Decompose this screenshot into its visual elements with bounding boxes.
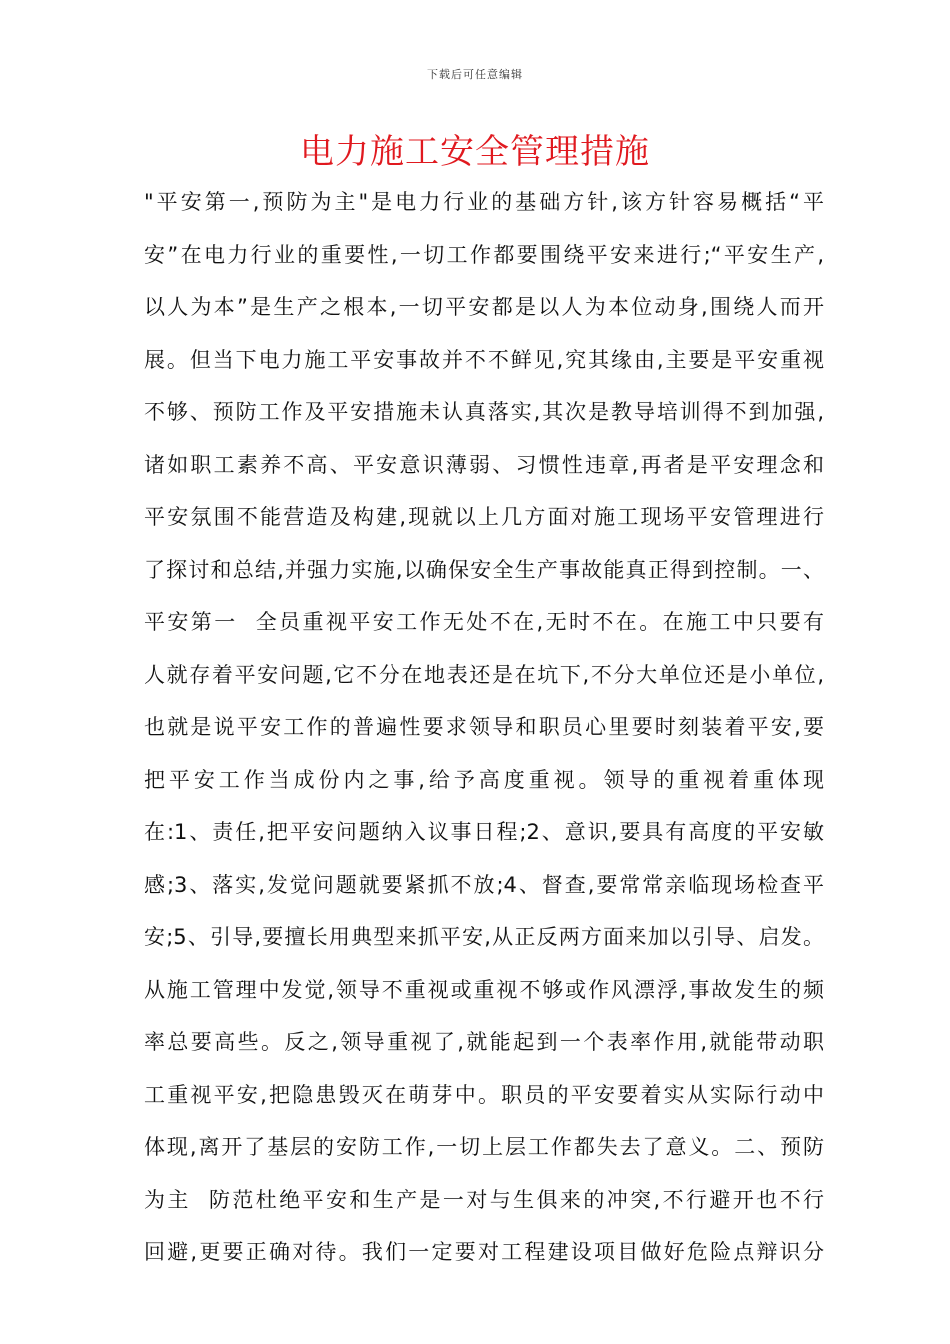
text-line: 感;3、落实,发觉问题就要紧抓不放;4、督查,要常常亲临现场检查平 [144,872,824,897]
text-line: 诸如职工素养不高、平安意识薄弱、习惯性违章,再者是平安理念和 [144,452,824,477]
text-line: 回避,更要正确对待。我们一定要对工程建设项目做好危险点辩识分 [144,1240,824,1264]
text-line: 平安第一 全员重视平安工作无处不在,无时不在。在施工中只要有 [144,610,824,634]
text-line: 了探讨和总结,并强力实施,以确保安全生产事故能真正得到控制。一、 [144,557,824,582]
text-line: 安”在电力行业的重要性,一切工作都要围绕平安来进行;“平安生产, [144,242,824,267]
text-line: 也就是说平安工作的普遍性要求领导和职员心里要时刻装着平安,要 [144,715,824,739]
text-line: 把平安工作当成份内之事,给予高度重视。领导的重视着重体现 [144,767,824,792]
text-line: 工重视平安,把隐患毁灭在萌芽中。职员的平安要着实从实际行动中 [144,1082,824,1107]
text-line: 体现,离开了基层的安防工作,一切上层工作都失去了意义。二、预防 [144,1135,824,1159]
text-line: 为主 防范杜绝平安和生产是一对与生俱来的冲突,不行避开也不行 [144,1187,824,1212]
text-line: 安;5、引导,要擅长用典型来抓平安,从正反两方面来加以引导、启发。 [144,925,824,949]
text-line: 从施工管理中发觉,领导不重视或重视不够或作风漂浮,事故发生的频 [144,977,824,1002]
text-line: 以人为本”是生产之根本,一切平安都是以人为本位动身,围绕人而开 [144,295,824,319]
text-line: 不够、预防工作及平安措施未认真落实,其次是教导培训得不到加强, [144,400,824,424]
text-line: 展。但当下电力施工平安事故并不不鲜见,究其缘由,主要是平安重视 [144,347,824,372]
text-line: "平安第一,预防为主"是电力行业的基础方针,该方针容易概括“平 [144,190,824,214]
text-line: 率总要高些。反之,领导重视了,就能起到一个表率作用,就能带动职 [144,1030,824,1054]
body-text [144,176,824,1279]
document-title: 电力施工安全管理措施 [300,132,650,172]
text-line: 人就存着平安问题,它不分在地表还是在坑下,不分大单位还是小单位, [144,662,824,687]
text-line: 平安氛围不能营造及构建,现就以上几方面对施工现场平安管理进行 [144,505,824,529]
text-line: 在:1、责任,把平安问题纳入议事日程;2、意识,要具有高度的平安敏 [144,820,824,844]
header-note: 下载后可任意编辑 [427,68,523,81]
